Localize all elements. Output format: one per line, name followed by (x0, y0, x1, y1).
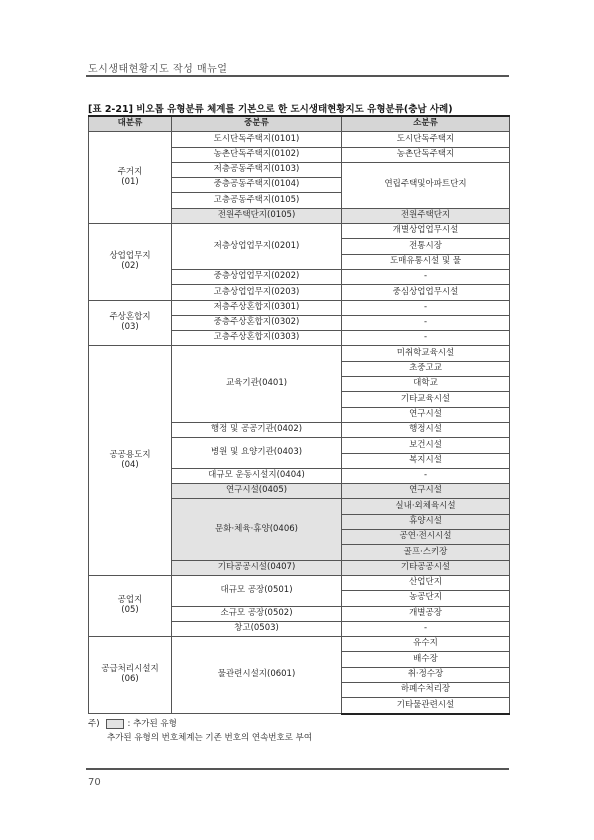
sub-category: 기타물관련시설 (342, 698, 510, 714)
sub-category: - (342, 300, 510, 315)
major-category: 공업지 (05) (89, 575, 172, 636)
mid-category: 창고(0503) (172, 621, 342, 636)
mid-category-added: 기타공공시설(0407) (172, 560, 342, 575)
mid-category: 대규모 공장(0501) (172, 575, 342, 606)
mid-category: 도시단독주택지(0101) (172, 132, 342, 147)
running-header: 도시생태현황지도 작성 매뉴얼 (88, 64, 228, 75)
table-row (89, 132, 510, 147)
table-header-row (89, 116, 510, 132)
sub-category: - (342, 315, 510, 330)
table-row (89, 224, 510, 239)
page-number: 70 (88, 777, 101, 788)
note-prefix: 주) (88, 719, 100, 729)
major-category: 상업업무지 (02) (89, 224, 172, 300)
footer-rule (86, 768, 509, 770)
sub-category: 복지시설 (342, 453, 510, 468)
sub-category-added: 전원주택단지 (342, 208, 510, 223)
sub-category: 중심상업업무시설 (342, 285, 510, 300)
mid-category: 저층상업업무지(0201) (172, 224, 342, 270)
sub-category: 개별상업업무시설 (342, 224, 510, 239)
sub-category: 연립주택및아파트단지 (342, 162, 510, 208)
sub-category: - (342, 269, 510, 284)
sub-category: 초중고교 (342, 361, 510, 376)
mid-category: 중층주상혼합지(0302) (172, 315, 342, 330)
header-cell: 중분류 (172, 116, 342, 132)
header-cell: 소분류 (342, 116, 510, 132)
table-row (89, 575, 510, 590)
sub-category: 농촌단독주택지 (342, 147, 510, 162)
sub-category: 연구시설 (342, 407, 510, 422)
sub-category: 개별공장 (342, 606, 510, 621)
sub-category: 도시단독주택지 (342, 132, 510, 147)
sub-category: 산업단지 (342, 575, 510, 590)
table-row (89, 300, 510, 315)
header-cell: 대분류 (89, 116, 172, 132)
mid-category-added: 문화·체육·휴양(0406) (172, 499, 342, 560)
header-rule (86, 75, 509, 77)
major-category: 주거지 (01) (89, 132, 172, 224)
sub-category-added: 연구시설 (342, 484, 510, 499)
sub-category: 도매유통시설 및 물 (342, 254, 510, 269)
sub-category: 미취학교육시설 (342, 346, 510, 361)
mid-category: 저층주상혼합지(0301) (172, 300, 342, 315)
sub-category-added: 공연·전시시설 (342, 530, 510, 545)
major-category: 주상혼합지 (03) (89, 300, 172, 346)
sub-category: 전통시장 (342, 239, 510, 254)
mid-category: 물관련시설지(0601) (172, 637, 342, 714)
mid-category: 교육기관(0401) (172, 346, 342, 422)
mid-category: 대규모 운동시설지(0404) (172, 468, 342, 483)
sub-category-added: 실내·외체육시설 (342, 499, 510, 514)
sub-category: 보건시설 (342, 438, 510, 453)
major-category: 공급처리시설지 (06) (89, 637, 172, 714)
sub-category: 농공단지 (342, 591, 510, 606)
mid-category: 중층공동주택지(0104) (172, 178, 342, 193)
mid-category: 고층공동주택지(0105) (172, 193, 342, 208)
note-legend: : 추가된 유형 (127, 719, 177, 729)
table-row (89, 346, 510, 361)
mid-category: 농촌단독주택지(0102) (172, 147, 342, 162)
major-category: 공공용도지 (04) (89, 346, 172, 575)
sub-category: 기타교육시설 (342, 392, 510, 407)
sub-category: 배수장 (342, 652, 510, 667)
table-note-line2: 추가된 유형의 번호체계는 기존 번호의 연속번호로 부여 (107, 733, 313, 743)
mid-category: 고층주상혼합지(0303) (172, 331, 342, 346)
sub-category: 취·정수장 (342, 667, 510, 682)
sub-category-added: 휴양시설 (342, 514, 510, 529)
sub-category: 하폐수처리장 (342, 682, 510, 697)
added-type-swatch (106, 719, 124, 729)
mid-category: 소규모 공장(0502) (172, 606, 342, 621)
sub-category: 유수지 (342, 637, 510, 652)
mid-category: 고층상업업무지(0203) (172, 285, 342, 300)
mid-category: 저층공동주택지(0103) (172, 162, 342, 177)
mid-category: 중층상업업무지(0202) (172, 269, 342, 284)
sub-category: - (342, 621, 510, 636)
classification-table (88, 115, 510, 715)
sub-category-added: 골프·스키장 (342, 545, 510, 560)
sub-category: 행정시설 (342, 422, 510, 437)
mid-category: 행정 및 공공기관(0402) (172, 422, 342, 437)
table-caption: [표 2-21] 비오톱 유형분류 체계를 기본으로 한 도시생태현황지도 유형분류(충남 사례) (88, 104, 453, 115)
mid-category-added: 전원주택단지(0105) (172, 208, 342, 223)
sub-category: - (342, 468, 510, 483)
sub-category-added: 기타공공시설 (342, 560, 510, 575)
table-note (88, 717, 177, 729)
sub-category: - (342, 331, 510, 346)
table-row (89, 637, 510, 652)
mid-category-added: 연구시설(0405) (172, 484, 342, 499)
sub-category: 대학교 (342, 377, 510, 392)
mid-category: 병원 및 요양기관(0403) (172, 438, 342, 469)
